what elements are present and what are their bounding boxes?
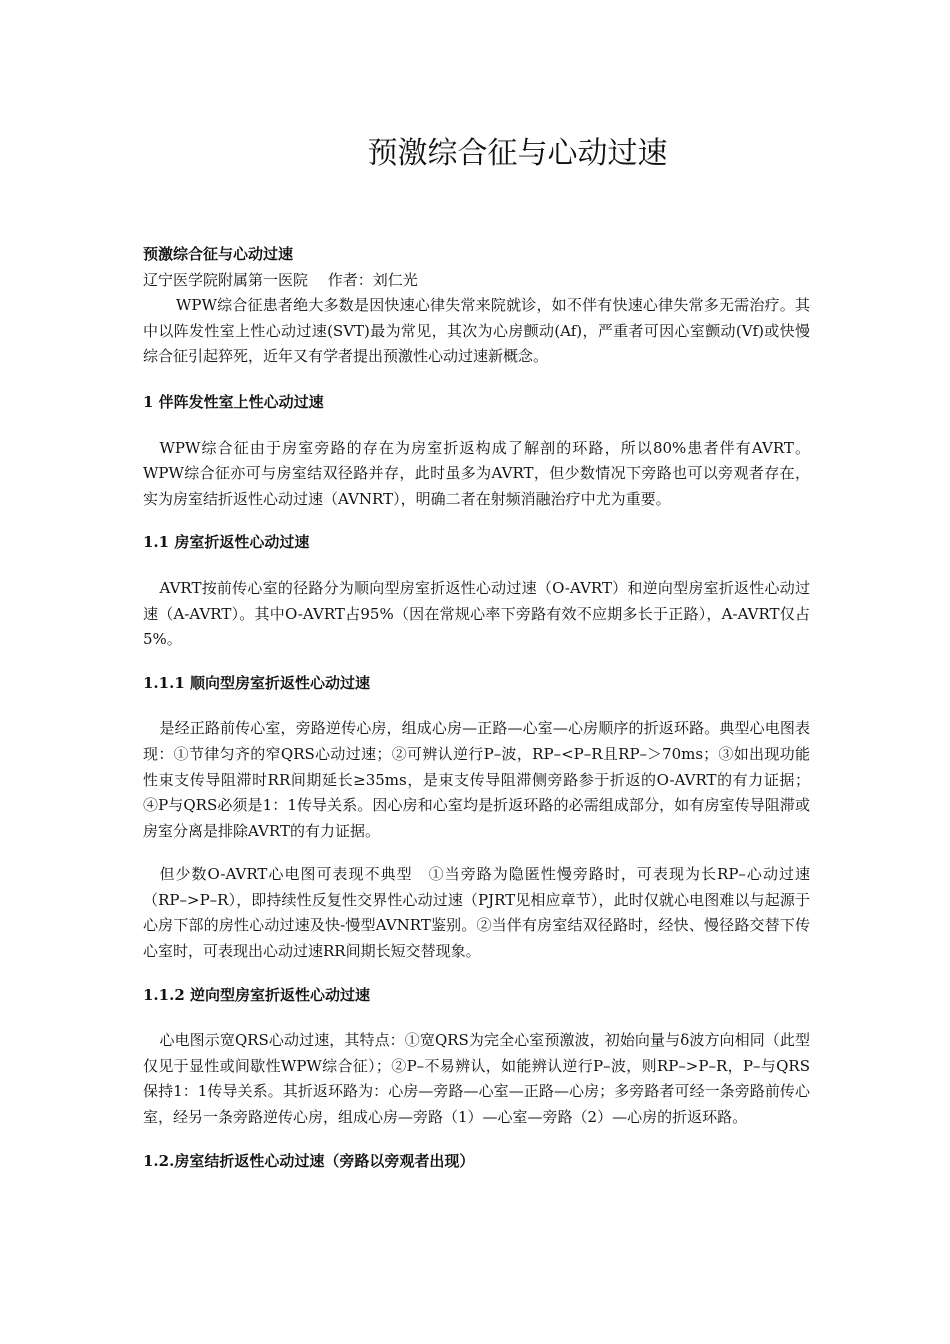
section-1-1-paragraph-1: AVRT按前传心室的径路分为顺向型房室折返性心动过速（O-AVRT）和逆向型房室折返性心动过速（A-AVRT）。其中O-AVRT占95%（因在常规心率下旁路有效不应期多长于正路），A-AVRT仅占5%。	[143, 578, 810, 649]
section-heading-1: 1 伴阵发性室上性心动过速	[143, 392, 324, 411]
section-heading-1-1-2: 1.1.2 逆向型房室折返性心动过速	[143, 985, 370, 1004]
document-title: 预激综合征与心动过速	[367, 136, 668, 171]
section-heading-1-2: 1.2.房室结折返性心动过速（旁路以旁观者出现）	[143, 1151, 475, 1170]
section-1-1-1-paragraph-2: 但少数O-AVRT心电图可表现不典型 ①当旁路为隐匿性慢旁路时，可表现为长RP–心动过速（RP–>P–R），即持续性反复性交界性心动过速（PJRT见相应章节），此时仅就心电图难以与起源于心房下部的房性心动过速及快-慢型AVNRT鉴别。②当伴有房室结双径路时，经快、慢径路交替下传心室时，可表现出心动过速RR间期长短交替现象。	[143, 865, 810, 961]
section-heading-1-1: 1.1 房室折返性心动过速	[143, 533, 310, 552]
section-1-1-2-paragraph-1: 心电图示宽QRS心动过速，其特点：①宽QRS为完全心室预激波，初始向量与δ波方向相同（此型仅见于显性或间歇性WPW综合征）；②P–不易辨认，如能辨认逆行P–波，则RP–>P–R，P–与QRS保持1：1传导关系。其折返环路为：心房—旁路—心室—正路—心房；多旁路者可经一条旁路前传心室，经另一条旁路逆传心房，组成心房—旁路（1）—心室—旁路（2）—心房的折返环路。	[143, 1031, 810, 1127]
author-byline: 辽宁医学院附属第一医院 作者：刘仁光	[143, 270, 418, 289]
document-body	[143, 242, 810, 1194]
article-subtitle: 预激综合征与心动过速	[143, 245, 294, 263]
section-1-paragraph-1: WPW综合征由于房室旁路的存在为房室折返构成了解剖的环路，所以80%患者伴有AVRT。WPW综合征亦可与房室结双径路并存，此时虽多为AVRT，但少数情况下旁路也可以旁观者存在，实为房室结折返性心动过速（AVNRT），明确二者在射频消融治疗中尤为重要。	[143, 438, 810, 508]
section-1-1-1-paragraph-1: 是经正路前传心室，旁路逆传心房，组成心房—正路—心室—心房顺序的折返环路。典型心电图表现：①节律匀齐的窄QRS心动过速；②可辨认逆行P–波，RP–<P–R且RP–＞70ms；③如出现功能性束支传导阻滞时RR间期延长≥35ms，是束支传导阻滞侧旁路参于折返的O-AVRT的有力证据；④P与QRS必须是1：1传导关系。因心房和心室均是折返环路的必需组成部分，如有房室传导阻滞或房室分离是排除AVRT的有力证据。	[143, 719, 810, 840]
section-heading-1-1-1: 1.1.1 顺向型房室折返性心动过速	[143, 673, 370, 692]
intro-paragraph: WPW综合征患者绝大多数是因快速心律失常来院就诊，如不伴有快速心律失常多无需治疗。其中以阵发性室上性心动过速(SVT)最为常见，其次为心房颤动(Af)，严重者可因心室颤动(Vf)或快慢综合征引起猝死，近年又有学者提出预激性心动过速新概念。	[143, 296, 810, 366]
